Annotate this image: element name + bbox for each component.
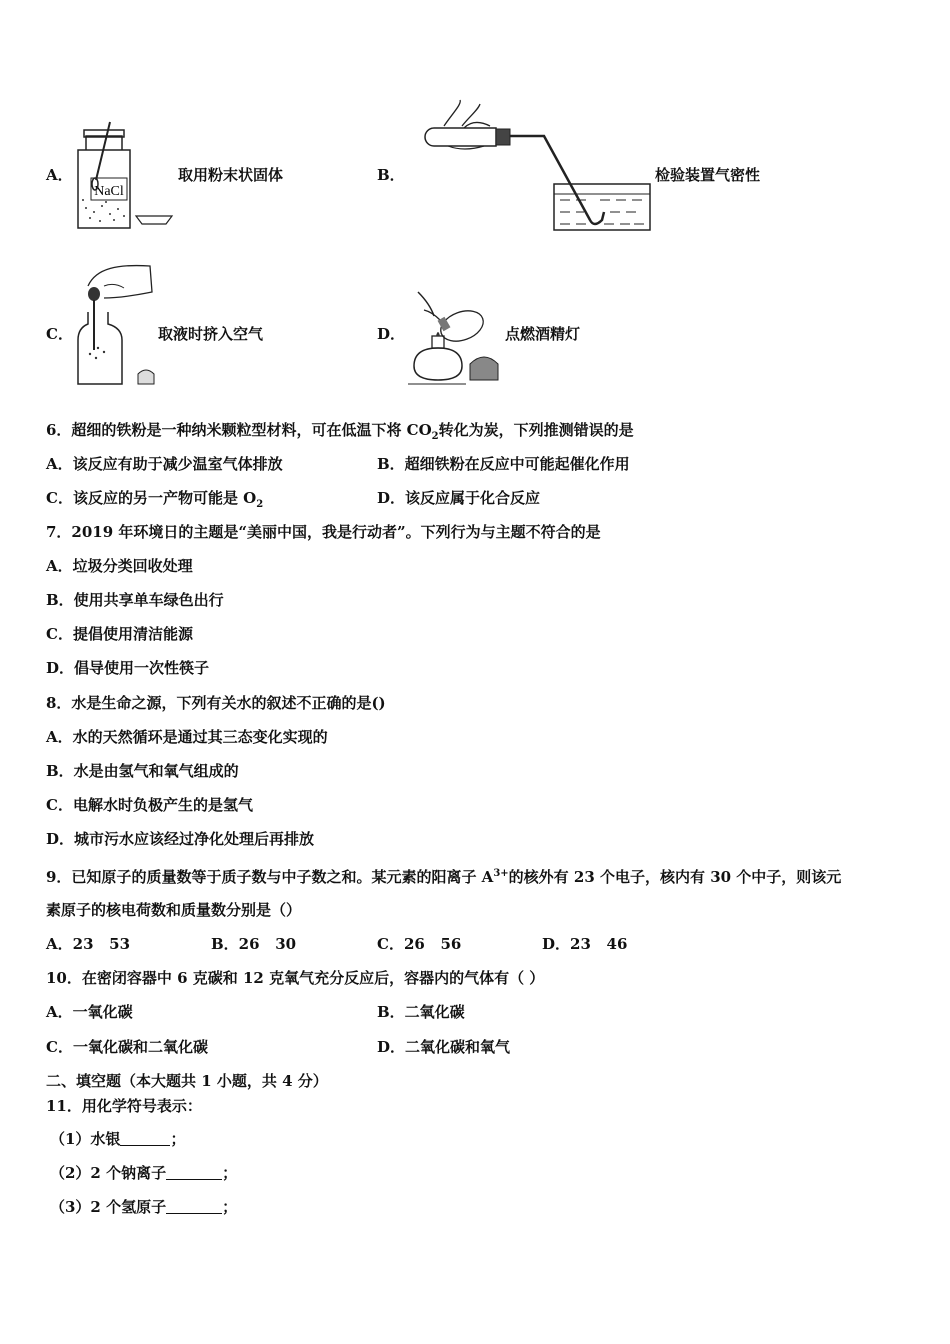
dropper-illustration	[74, 262, 158, 388]
q11-item-2	[50, 1164, 237, 1182]
q11-item-1	[50, 1130, 185, 1148]
answer-blank-3[interactable]	[166, 1199, 222, 1214]
q8-option-c: C．电解水时负极产生的是氢气	[46, 796, 253, 814]
q9-stem-line2: 素原子的核电荷数和质量数分别是（）	[46, 901, 302, 919]
q6-stem-pre: 6．超细的铁粉是一种纳米颗粒型材料，可在低温下将 CO	[46, 421, 432, 439]
q6-stem-sub: 2	[431, 431, 439, 442]
q11-item-2-label: （2）2 个钠离子	[50, 1164, 167, 1182]
q9-option-d: D．23 46	[542, 935, 628, 953]
q9-stem-pre: 9．已知原子的质量数等于质子数与中子数之和。某元素的阳离子 A	[46, 868, 494, 886]
q10-option-c: C．一氧化碳和二氧化碳	[46, 1038, 208, 1056]
option-d-letter: D．	[377, 325, 406, 343]
q11-item-1-label: （1）水银	[50, 1130, 121, 1148]
q9-option-a: A．23 53	[46, 935, 131, 953]
q6-option-b: B．超细铁粉在反应中可能起催化作用	[377, 455, 630, 473]
q11-item-2-end: ；	[222, 1164, 238, 1182]
q11-item-3	[50, 1198, 237, 1216]
q8-option-b: B．水是由氢气和氧气组成的	[46, 762, 239, 780]
q6-option-d: D．该反应属于化合反应	[377, 489, 541, 507]
airtightness-test-illustration	[404, 100, 654, 234]
q11-item-3-label: （3）2 个氢原子	[50, 1198, 167, 1216]
q9-stem	[46, 865, 841, 886]
section-title: 二、填空题（本大题共 1 小题，共 4 分）	[46, 1072, 328, 1090]
q9-option-b: B．26 30	[211, 935, 297, 953]
q6-option-a: A．该反应有助于减少温室气体排放	[46, 455, 283, 473]
option-a-letter: A．	[46, 166, 73, 184]
option-c-letter: C．	[46, 325, 73, 343]
q9-stem-sup: 3+	[493, 868, 509, 879]
q6-stem-post: 转化为炭，下列推测错误的是	[438, 421, 634, 439]
q7-option-d: D．倡导使用一次性筷子	[46, 659, 210, 677]
q6-option-c	[46, 489, 263, 514]
q7-option-b: B．使用共享单车绿色出行	[46, 591, 224, 609]
q6-stem	[46, 421, 634, 446]
option-a-caption: 取用粉末状固体	[178, 166, 284, 184]
q7-stem: 7．2019 年环境日的主题是“美丽中国，我是行动者”。下列行为与主题不符合的是	[46, 523, 601, 541]
q7-option-c: C．提倡使用清洁能源	[46, 625, 193, 643]
q10-option-d: D．二氧化碳和氧气	[377, 1038, 511, 1056]
option-d-caption: 点燃酒精灯	[505, 325, 581, 343]
bottle-label-text: NaCl	[94, 184, 124, 199]
q6-option-c-text: C．该反应的另一产物可能是 O	[46, 489, 257, 507]
option-b-letter: B．	[377, 166, 405, 184]
answer-blank-1[interactable]	[120, 1131, 170, 1146]
q11-item-1-end: ；	[170, 1130, 186, 1148]
q7-option-a: A．垃圾分类回收处理	[46, 557, 193, 575]
q8-option-a: A．水的天然循环是通过其三态变化实现的	[46, 728, 328, 746]
alcohol-lamp-illustration	[404, 290, 504, 388]
powder-bottle-illustration	[74, 120, 178, 232]
q9-option-c: C．26 56	[377, 935, 462, 953]
answer-blank-2[interactable]	[166, 1165, 222, 1180]
q10-option-b: B．二氧化碳	[377, 1003, 465, 1021]
q6-option-c-sub: 2	[256, 499, 264, 510]
q11-stem: 11．用化学符号表示：	[46, 1097, 202, 1115]
q10-stem: 10．在密闭容器中 6 克碳和 12 克氧气充分反应后，容器内的气体有（ ）	[46, 969, 545, 987]
q9-stem-post: 的核外有 23 个电子，核内有 30 个中子，则该元	[508, 868, 842, 886]
q8-stem: 8．水是生命之源，下列有关水的叙述不正确的是()	[46, 694, 386, 712]
q8-option-d: D．城市污水应该经过净化处理后再排放	[46, 830, 315, 848]
option-c-caption: 取液时挤入空气	[158, 325, 264, 343]
q11-item-3-end: ；	[222, 1198, 238, 1216]
option-b-caption: 检验装置气密性	[655, 166, 761, 184]
q10-option-a: A．一氧化碳	[46, 1003, 133, 1021]
